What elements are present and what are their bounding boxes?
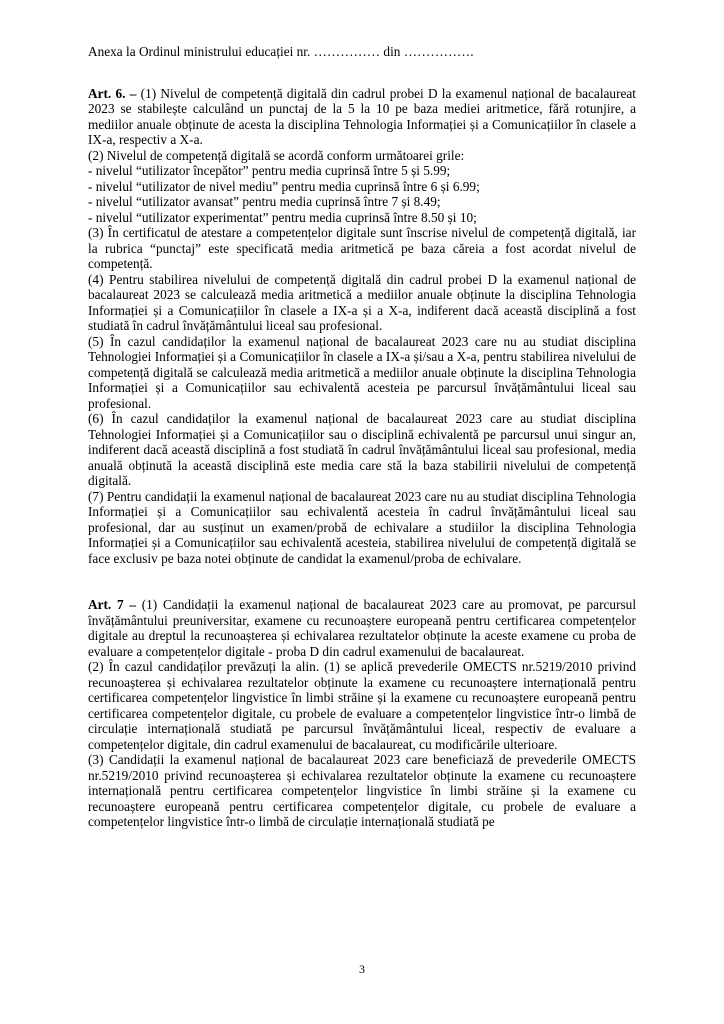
article-6-paragraph-2: (2) Nivelul de competență digitală se acordă conform următoarei grile: (88, 147, 465, 163)
article-6-paragraph-7: (7) Pentru candidații la examenul național de bacalaureat 2023 care nu au studiat disciplina Tehnologia Informației și a Comunicațiilor sau echivalentă acesteia în cadrul învățământului liceal sau profesional, dar au susținut un examen/probă de echivalare a studiilor la disciplina Tehnologia Informației și a Comunicațiilor sau echivalentă acesteia, stabilirea nivelului de competență digitală se face exclusiv pe baza notei obținute de candidat la examenul/proba de echivalare. (88, 488, 636, 566)
article-7 (88, 597, 636, 830)
article-separator (88, 582, 636, 597)
article-6-grid-item-3: - nivelul “utilizator avansat” pentru media cuprinsă între 7 și 8.49; (88, 194, 441, 209)
article-6-paragraph-6: (6) În cazul candidaților la examenul național de bacalaureat 2023 care au studiat disciplina Tehnologiei Informației și a Comunicațiilor sau o disciplină echivalentă pe parcursul unui singur an, indiferent dacă această disciplină a fost studiată în cadrul învățământului liceal sau profesional, media anuală obținută la această disciplină este media care stă la baza stabilirii nivelului de competență digitală. (88, 411, 636, 488)
article-6-paragraph-3: (3) În certificatul de atestare a competențelor digitale sunt înscrise nivelul de competență digitală, iar la rubrica “punctaj” este specificată media aritmetică pe baza căreia a fost acordat nivelul de competență. (88, 225, 636, 271)
article-6-paragraph-4: (4) Pentru stabilirea nivelului de competență digitală din cadrul probei D la examenul național de bacalaureat 2023 se calculează media aritmetică a mediilor anuale obținute la disciplina Tehnologia Informației și a Comunicațiilor în clasele a IX-a și a X-a, indiferent dacă această disciplină a fost studiată în cadrul învățământului liceal sau profesional. (88, 271, 636, 333)
article-7-paragraph-1 (88, 597, 636, 659)
article-6-grid-item-4: - nivelul “utilizator experimentat” pentru media cuprinsă între 8.50 și 10; (88, 209, 477, 225)
article-6 (88, 86, 636, 567)
article-6-label: Art. 6. – (88, 85, 137, 101)
article-6-paragraph-1 (88, 86, 636, 148)
page-number: 3 (359, 962, 365, 976)
document-header: Anexa la Ordinul ministrului educației nr. …………… din ……………. (88, 44, 474, 59)
article-6-grid-item-1: - nivelul “utilizator începător” pentru media cuprinsă între 5 și 5.99; (88, 163, 451, 178)
article-6-grid-item-2: - nivelul “utilizator de nivel mediu” pentru media cuprinsă între 6 și 6.99; (88, 178, 480, 194)
article-7-label: Art. 7 – (88, 597, 136, 612)
document-page (88, 44, 636, 846)
article-7-paragraph-2: (2) În cazul candidaților prevăzuți la alin. (1) se aplică prevederile OMECTS nr.5219/2010 privind recunoașterea și echivalarea rezultatelor obținute la examene cu recunoaștere internațională pentru certificarea competențelor lingvistice în limbi străine și la examene cu recunoaștere europeană pentru certificarea competențelor digitale, cu probele de evaluare a competențelor lingvistice într-o limbă de circulație internațională studiată pe parcursul învățământului liceal, respectiv de evaluare a competențelor digitale, din cadrul examenului de bacalaureat, cu modificările ulterioare. (88, 659, 636, 752)
article-7-text-1: (1) Candidații la examenul național de bacalaureat 2023 care au promovat, pe parcursul învățământului preuniversitar, examene cu recunoaștere europeană pentru certificarea competențelor digitale au dreptul la recunoașterea și echivalarea rezultatelor obținute la aceste examene cu proba de evaluare a competențelor digitale - proba D din cadrul examenului de bacalaureat. (88, 597, 637, 659)
article-6-paragraph-5: (5) În cazul candidaților la examenul național de bacalaureat 2023 care nu au studiat disciplina Tehnologiei Informației și a Comunicațiilor în clasele a IX-a și/sau a X-a, pentru stabilirea nivelului de competență digitală se calculează media aritmetică a mediilor anuale obținute la disciplina Tehnologia Informației și a Comunicațiilor sau echivalentă acesteia pe parcursul învățământului liceal sau profesional. (88, 333, 636, 411)
article-7-paragraph-3: (3) Candidații la examenul național de bacalaureat 2023 care beneficiază de prevederile OMECTS nr.5219/2010 privind recunoașterea și echivalarea rezultatelor obținute la examene cu recunoaștere internațională pentru certificarea competențelor lingvistice în limbi străine și la examene cu recunoaștere europeană pentru certificarea competențelor digitale, cu probele de evaluare a competențelor lingvistice într-o limbă de circulație internațională studiată pe (88, 752, 636, 829)
article-6-text-1: (1) Nivelul de competență digitală din cadrul probei D la examenul național de bacalaureat 2023 se stabilește calculând un punctaj de la 5 la 10 pe baza mediei aritmetice, fără rotunjire, a mediilor anuale obținute de acesta la disciplina Tehnologia Informației și a Comunicațiilor în clasele a IX-a, respectiv a X-a. (88, 85, 636, 147)
